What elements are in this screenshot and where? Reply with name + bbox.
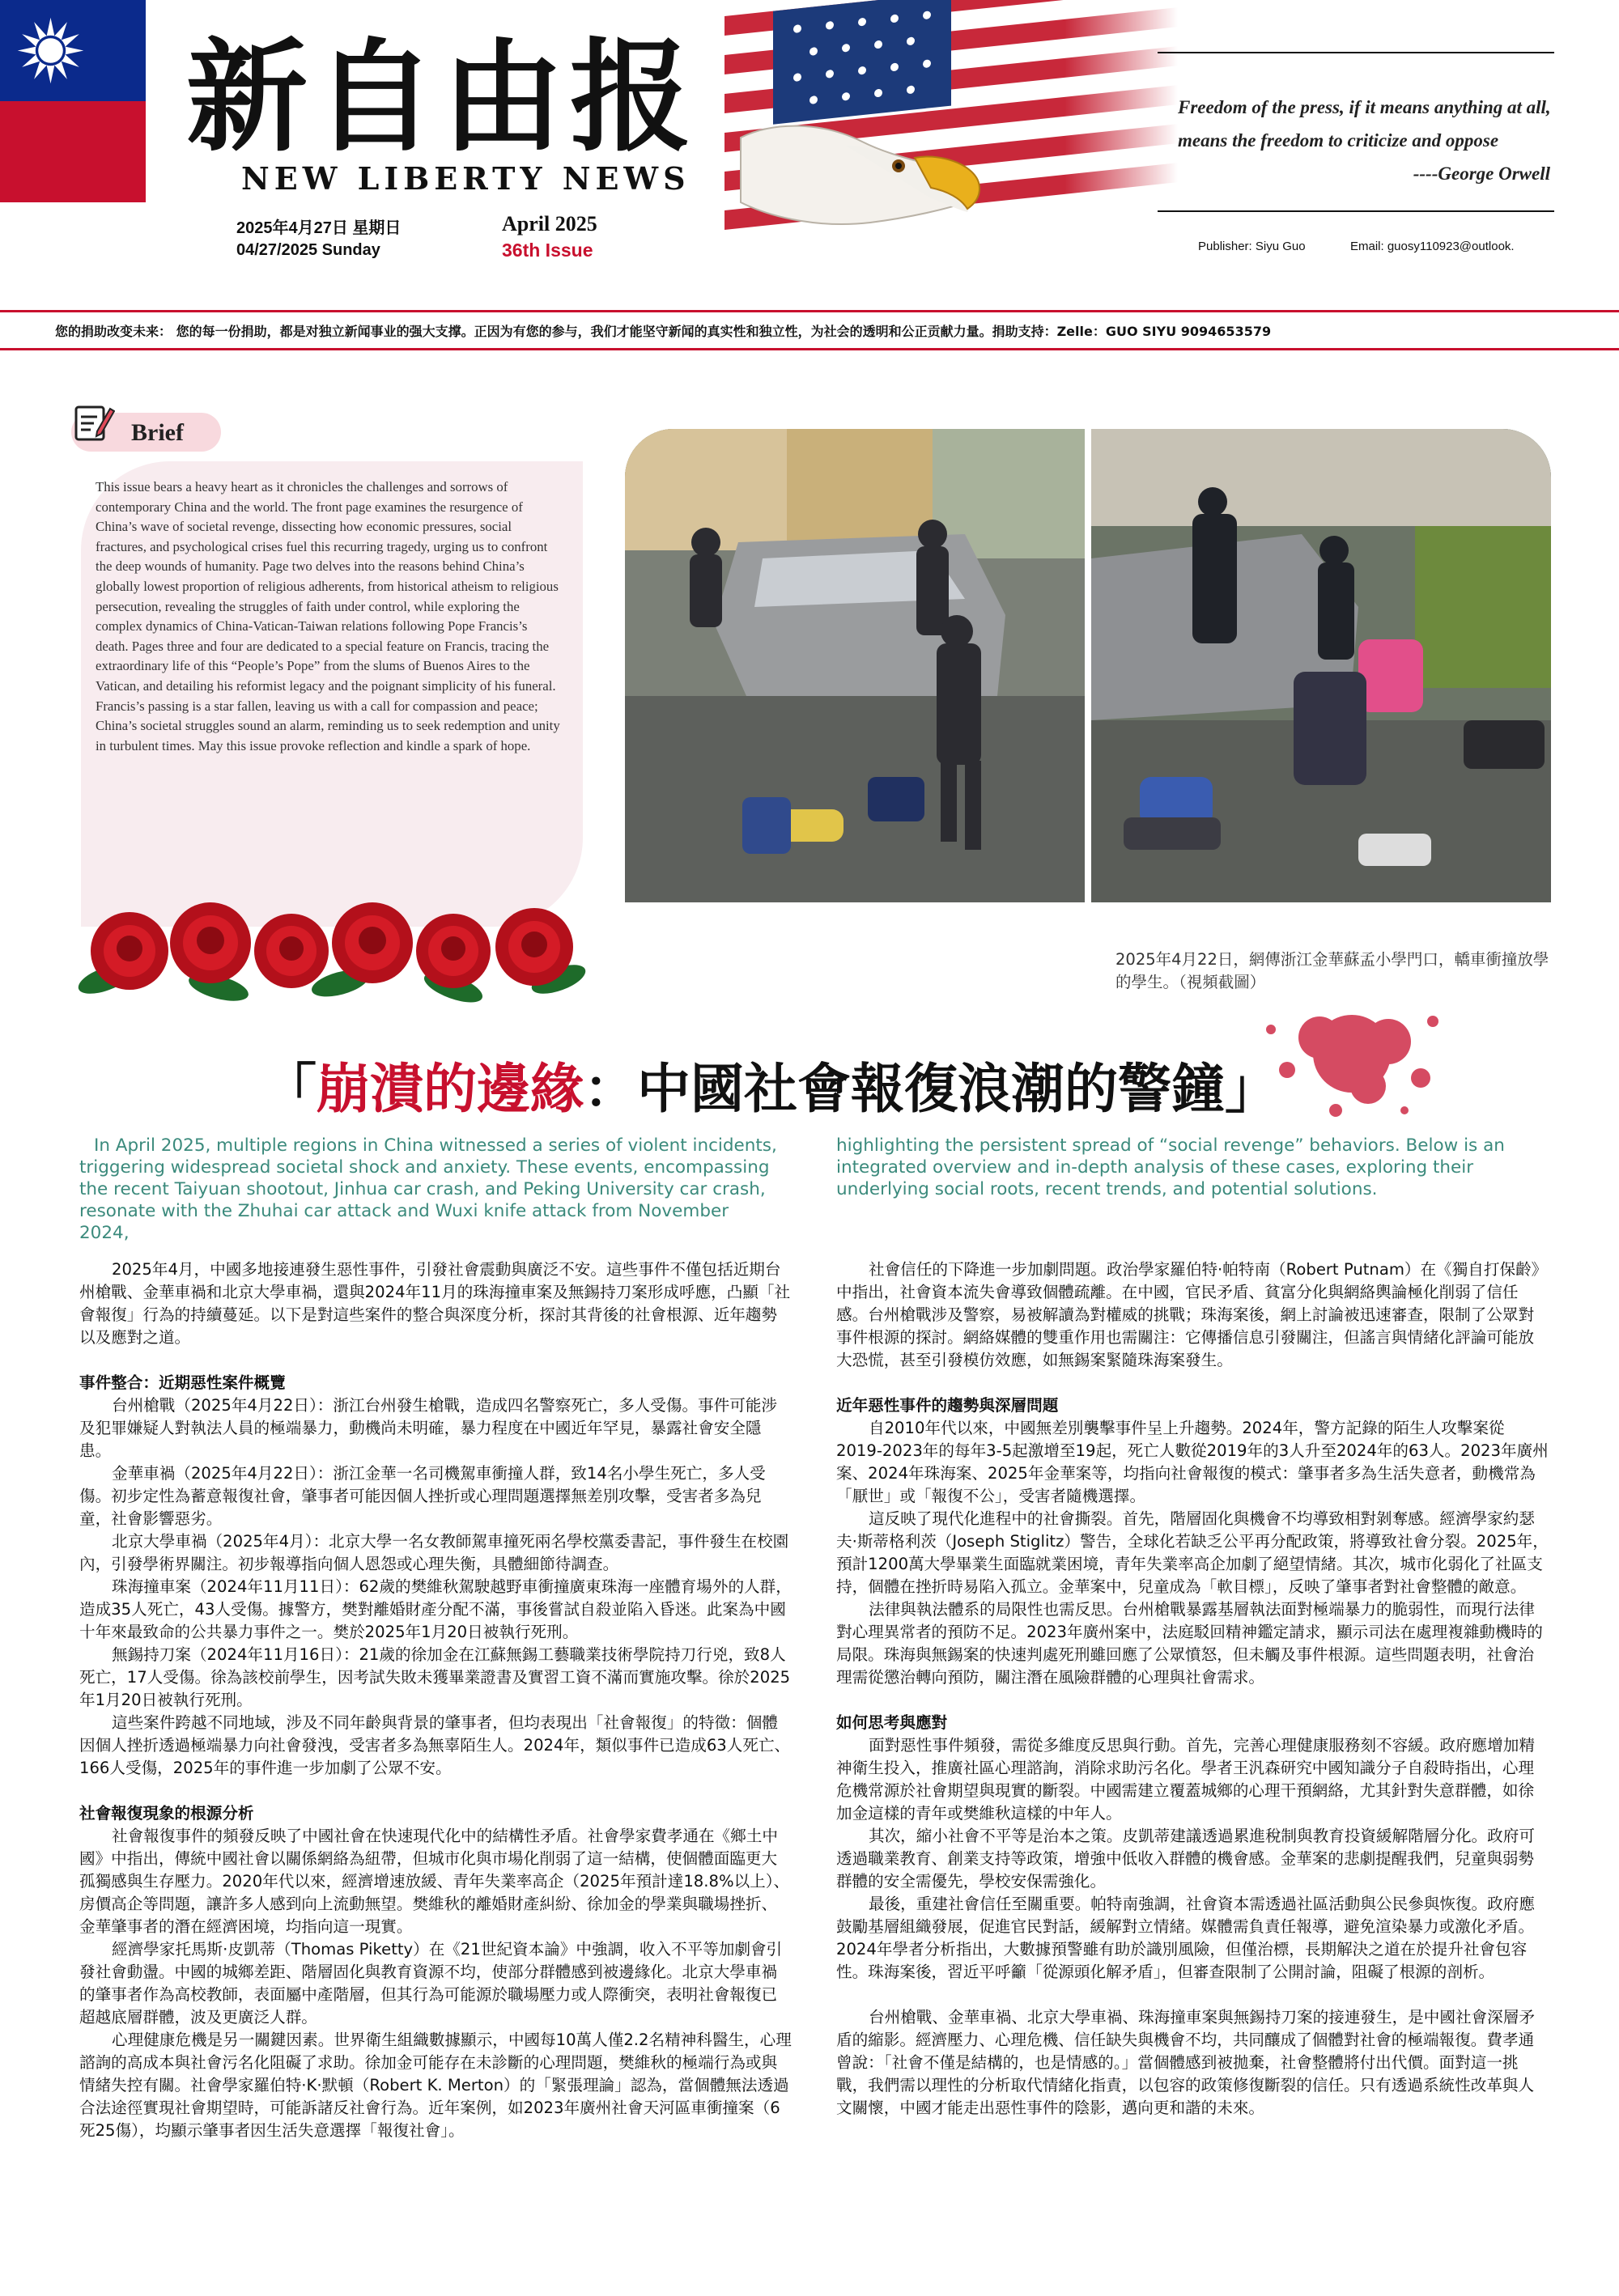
photo-crash-scene-left <box>625 429 1085 902</box>
sun-emblem-icon <box>16 16 85 85</box>
article-paragraph: 社會報復事件的頻發反映了中國社會在快速現代化中的結構性矛盾。社會學家費孝通在《鄉土中國》中指出，傳統中國社會以關係網絡為紐帶，但城市化與市場化削弱了這一結構，使個體面臨更大孤獨感與生存壓力。2020年代以來，經濟增速放緩、青年失業率高企（2025年預計達18.8%以上）、房價高企等問題，讓許多人感到向上流動無望。樊維秋的離婚財產糾紛、徐加金的學業與職場挫折、金華肇事者的潛在經濟困境，均指向這一現實。 <box>79 1827 790 1936</box>
roses-illustration <box>73 874 591 1012</box>
photo-caption: 2025年4月22日，網傳浙江金華蘇孟小學門口，轎車衝撞放學的學生。（視頻截圖） <box>1115 950 1549 991</box>
quote-rule-top <box>1158 52 1554 53</box>
quote-author: ----George Orwell <box>1413 163 1550 184</box>
quote-text: Freedom of the press, if it means anything at all, means the freedom to criticize and oppose <box>1178 97 1551 151</box>
article-column-left <box>79 1258 792 2142</box>
headline-close-bracket: 」 <box>1225 1057 1278 1120</box>
date-en: 04/27/2025 Sunday <box>236 241 380 259</box>
eagle-flag-illustration <box>725 0 1178 308</box>
article-paragraph: 這反映了現代化進程中的社會撕裂。首先，階層固化與機會不均導致相對剝奪感。經濟學家約瑟夫·斯蒂格利茨（Joseph Stiglitz）警告，全球化若缺乏公平再分配政策，將導致社會分裂。2025年，預計1200萬大學畢業生面臨就業困境，青年失業率高企加劇了絕望情緒。其次，城市化弱化了社區支持，個體在挫折時易陷入孤立。金華案中，兒童成為「軟目標」，反映了肇事者對社會整體的敵意。 <box>836 1509 1549 1596</box>
article-paragraph: 這些案件跨越不同地域，涉及不同年齡與背景的肇事者，但均表現出「社會報復」的特徵：個體因個人挫折透過極端暴力向社會發洩，受害者多為無辜陌生人。2024年，類似事件已造成63人死亡、166人受傷，2025年的事件進一步加劇了公眾不安。 <box>79 1713 791 1777</box>
section-heading: 社會報復現象的根源分析 <box>79 1804 254 1823</box>
date-zh: 2025年4月27日 星期日 <box>236 219 402 237</box>
headline-black-part: ：中國社會報復浪潮的警鐘 <box>584 1057 1225 1120</box>
article-paragraph: 最後，重建社會信任至關重要。帕特南強調，社會資本需透過社區活動與公民參與恢復。政府應鼓勵基層組織發展，促進官民對話，緩解對立情緒。媒體需負責任報導，避免渲染暴力或激化矛盾。2024年學者分析指出，大數據預警雖有助於識別風險，但僅治標，長期解決之道在於提升社會包容性。珠海案後，習近平呼籲「從源頭化解矛盾」，但審查限制了公開討論，阻礙了根源的剖析。 <box>836 1895 1535 1981</box>
article-paragraph: 台州槍戰、金華車禍、北京大學車禍、珠海撞車案與無錫持刀案的接連發生，是中國社會深層矛盾的縮影。經濟壓力、心理危機、信任缺失與機會不均，共同釀成了個體對社會的極端報復。費孝通曾說：「社會不僅是結構的，也是情感的。」當個體感到被拋棄，社會整體將付出代價。面對這一挑戰，我們需以理性的分析取代情緒化指責，以包容的政策修復斷裂的信任。只有透過系統性改革與人文關懷，中國才能走出惡性事件的陰影，邁向更和諧的未來。 <box>836 2008 1535 2117</box>
article-paragraph: 法律與執法體系的局限性也需反思。台州槍戰暴露基層執法面對極端暴力的脆弱性，而現行法律對心理異常者的預防不足。2023年廣州案中，法庭駁回精神鑑定請求，顯示司法在處理複雜動機時的局限。珠海與無錫案的快速判處死刑雖回應了公眾憤怒，但未觸及事件根源。這些問題表明，社會治理需從懲治轉向預防，關注潛在風險群體的心理與社會需求。 <box>836 1600 1543 1687</box>
lead-paragraph-left: In April 2025, multiple regions in China witnessed a series of violent incidents, triggering widespread societal shock and anxiety. These events, encompassing the recent Taiyuan shootout, Jinhua car crash, and Peking University car crash, resonate with the Zhuhai car attack and Wuxi knife attack from November 2024, <box>79 1135 777 1243</box>
brief-label: Brief <box>131 419 184 446</box>
article-paragraph: 經濟學家托馬斯·皮凱蒂（Thomas Piketty）在《21世紀資本論》中強調，收入不平等加劇會引發社會動盪。中國的城鄉差距、階層固化與教育資源不均，使部分群體感到被邊緣化。北京大學車禍的肇事者作為高校教師，表面屬中產階層，但其行為可能源於職場壓力或人際衝突，表明社會報復已超越底層群體，波及更廣泛人群。 <box>79 1940 783 2027</box>
headline-red-part: 崩潰的邊緣 <box>317 1057 584 1120</box>
quote-rule-bottom <box>1158 210 1554 212</box>
article-paragraph: 珠海撞車案（2024年11月11日）：62歲的樊維秋駕駛越野車衝撞廣東珠海一座體育場外的人群，造成35人死亡，43人受傷。據警方，樊對離婚財產分配不滿，事後嘗試自殺並陷入昏迷。此案為中國十年來最致命的公共暴力事件之一。樊於2025年1月20日被執行死刑。 <box>79 1577 792 1641</box>
article-paragraph: 自2010年代以來，中國無差別襲擊事件呈上升趨勢。2024年，警方記錄的陌生人攻擊案從2019-2023年的每年3-5起激增至19起，死亡人數從2019年的3人升至2024年的63人。2023年廣州案、2024年珠海案、2025年金華案等，均指向社會報復的模式：肇事者多為生活失意者，動機常為「厭世」或「報復不公」，受害者隨機選擇。 <box>836 1419 1549 1505</box>
masthead-title-zh: 新自由报 <box>186 26 699 168</box>
lead-paragraph-right: highlighting the persistent spread of “social revenge” behaviors. Below is an integrated overview and in-depth analysis of these cases, exploring their underlying social roots, recent trends, and potential solutions. <box>836 1135 1505 1199</box>
section-heading: 如何思考與應對 <box>836 1713 948 1732</box>
publisher: Publisher: Siyu Guo <box>1198 240 1306 253</box>
headline-open-bracket: 「 <box>263 1057 317 1120</box>
section-heading: 事件整合：近期惡性案件概覽 <box>79 1373 286 1392</box>
donation-text: 您的捐助改变未来： 您的每一份捐助，都是对独立新闻事业的强大支撑。正因为有您的参与，我们才能坚守新闻的真实性和独立性，为社会的透明和公正贡献力量。捐助支持：Zelle：GUO SIYU 9094653579 <box>55 324 1272 339</box>
brief-pen-icon <box>73 399 115 444</box>
email: Email: guosy110923@outlook. <box>1350 240 1515 253</box>
section-heading: 近年惡性事件的趨勢與深層問題 <box>836 1396 1059 1415</box>
orwell-quote <box>1178 91 1566 190</box>
issue-number: 36th Issue <box>502 240 593 261</box>
photo-crash-scene-right <box>1091 429 1551 902</box>
article-paragraph: 台州槍戰（2025年4月22日）：浙江台州發生槍戰，造成四名警察死亡，多人受傷。事件可能涉及犯罪嫌疑人對執法人員的極端暴力，動機尚未明確，暴力程度在中國近年罕見，暴露社會安全隱患。 <box>79 1396 778 1460</box>
issue-month: April 2025 <box>502 212 597 236</box>
article-headline <box>263 1046 1278 1123</box>
article-paragraph: 無錫持刀案（2024年11月16日）：21歲的徐加金在江蘇無錫工藝職業技術學院持刀行兇，致8人死亡，17人受傷。徐為該校前學生，因考試失敗未獲畢業證書及實習工資不滿而實施攻擊。徐於2025年1月20日被執行死刑。 <box>79 1645 791 1709</box>
article-column-right <box>836 1258 1549 2120</box>
brief-text: This issue bears a heavy heart as it chronicles the challenges and sorrows of contemporary China and the world. The front page examines the resurgence of China’s wave of societal revenge, dissecting how economic pressures, social fractures, and psychological crises fuel this recurring tragedy, urging us to confront the deep wounds of humanity. Page two delves into the reasons behind China’s globally lowest proportion of religious adherents, from historical atheism to religious persecution, revealing the struggles of faith under control, while exploring the complex dynamics of China-Vatican-Taiwan relations following Pope Francis’s death. Pages three and four are dedicated to a special feature on Francis, tracing the extraordinary life of this “People’s Pope” from the slums of Buenos Aires to the Vatican, and detailing his reformist legacy and the poignant simplicity of his funeral. Francis’s passing is a star fallen, leaving us with a call for compassion and peace; China’s societal struggles sound an alarm, reminding us to seek redemption and unity in turbulent times. May this issue provoke reflection and kindle a spark of hope. <box>96 479 560 753</box>
article-intro: 2025年4月，中國多地接連發生惡性事件，引發社會震動與廣泛不安。這些事件不僅包括近期台州槍戰、金華車禍和北京大學車禍，還與2024年11月的珠海撞車案及無錫持刀案形成呼應，凸顯「社會報復」行為的持續蔓延。以下是對這些案件的整合與深度分析，探討其背後的社會根源、近年趨勢以及應對之道。 <box>79 1260 791 1347</box>
article-paragraph: 社會信任的下降進一步加劇問題。政治學家羅伯特·帕特南（Robert Putnam）在《獨自打保齡》中指出，社會資本流失會導致個體疏離。在中國，官民矛盾、貧富分化與網絡輿論極化削弱了信任感。台州槍戰涉及警察，易被解讀為對權威的挑戰；珠海案後，網上討論被迅速審查，限制了公眾對事件根源的探討。網絡媒體的雙重作用也需關注：它傳播信息引發關注，但謠言與情緒化評論可能放大恐慌，甚至引發模仿效應，如無錫案緊隨珠海案發生。 <box>836 1260 1548 1369</box>
article-paragraph: 其次，縮小社會不平等是治本之策。皮凱蒂建議透過累進稅制與教育投資緩解階層分化。政府可透過職業教育、創業支持等政策，增強中低收入群體的機會感。金華案的悲劇提醒我們，兒童與弱勢群體的安全需優先，學校安保需強化。 <box>836 1827 1535 1891</box>
article-paragraph: 面對惡性事件頻發，需從多維度反思與行動。首先，完善心理健康服務刻不容緩。政府應增加精神衛生投入，推廣社區心理諮詢，消除求助污名化。學者王汎森研究中國知識分子自殺時指出，心理危機常源於社會期望與現實的斷裂。中國需建立覆蓋城鄉的心理干預網絡，尤其針對失意群體，如徐加金這樣的青年或樊維秋這樣的中年人。 <box>836 1736 1535 1823</box>
article-paragraph: 金華車禍（2025年4月22日）：浙江金華一名司機駕車衝撞人群，致14名小學生死亡，多人受傷。初步定性為蓄意報復社會，肇事者可能因個人挫折或心理問題選擇無差別攻擊，受害者多為兒童，社會影響惡劣。 <box>79 1464 766 1528</box>
roc-flag-graphic <box>0 0 146 202</box>
article-paragraph: 心理健康危機是另一關鍵因素。世界衛生組織數據顯示，中國每10萬人僅2.2名精神科醫生，心理諮詢的高成本與社會污名化阻礙了求助。徐加金可能存在未診斷的心理問題，樊維秋的極端行為或與情緒失控有關。社會學家羅伯特·K·默頓（Robert K. Merton）的「緊張理論」認為，當個體無法透過合法途徑實現社會期望時，可能訴諸反社會行為。近年案例，如2023年廣州社會天河區車衝撞案（6死25傷），均顯示肇事者因生活失意選擇「報復社會」。 <box>79 2031 792 2140</box>
masthead-title-en: NEW LIBERTY NEWS <box>241 160 691 197</box>
article-paragraph: 北京大學車禍（2025年4月）：北京大學一名女教師駕車撞死兩名學校黨委書記，事件發生在校園內，引發學術界關注。初步報導指向個人恩怨或心理失衡，具體細節待調查。 <box>79 1532 789 1573</box>
